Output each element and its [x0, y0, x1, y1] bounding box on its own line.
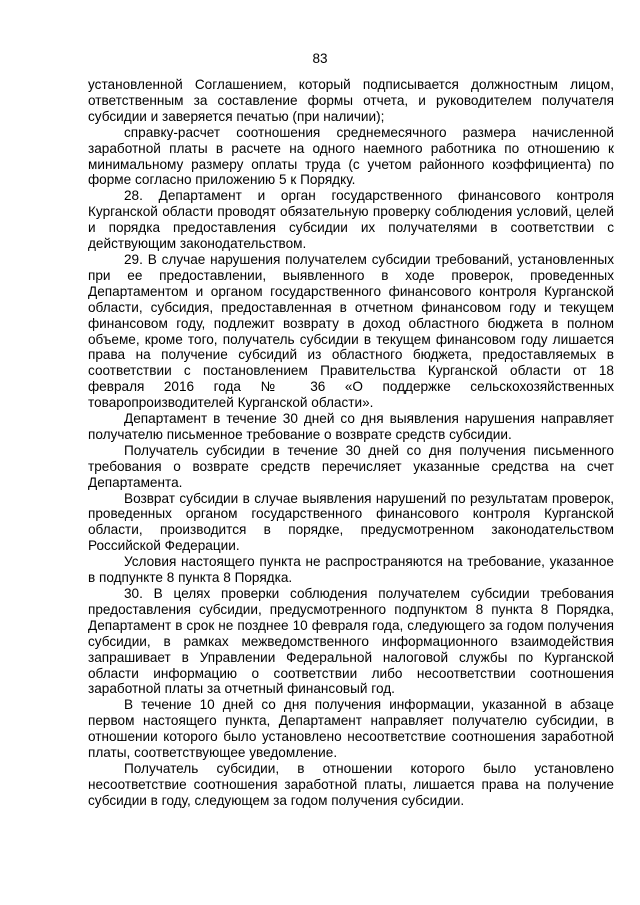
- document-body: [88, 77, 614, 809]
- paragraph: справку-расчет соотношения среднемесячного размера начисленной заработной платы в расчете на одного наемного работника по отношению к минимальному размеру оплаты труда (с учетом районного коэффициента) по форме согласно приложению 5 к Порядку.: [88, 124, 614, 188]
- paragraph: Условия настоящего пункта не распространяются на требование, указанное в подпункте 8 пункта 8 Порядка.: [88, 554, 614, 586]
- paragraph: Получатель субсидии, в отношении которого было установлено несоответствие соотношения заработной платы, лишается права на получение субсидии в году, следующем за годом получения субсидии.: [88, 760, 614, 808]
- paragraph: 29. В случае нарушения получателем субсидии требований, установленных при ее предоставлении, выявленного в ходе проверок, проведенных Департаментом и органом государственного финансового контроля Курганской области, субсидия, предоставленная в отчетном финансовом году и текущем финансовом году, подлежит возврату в доход областного бюджета в полном объеме, кроме того, получатель субсидии в текущем финансовом году лишается права на получение субсидий из областного бюджета, предоставляемых в соответствии с постановлением Правительства Курганской области от 18 февраля 2016 года № 36 «О поддержке сельскохозяйственных товаропроизводителей Курганской области».: [88, 251, 614, 411]
- paragraph: В течение 10 дней со дня получения информации, указанной в абзаце первом настоящего пункта, Департамент направляет получателю субсидии, в отношении которого было установлено несоответствие соотношения заработной платы, соответствующее уведомление.: [88, 697, 614, 761]
- page-number: 83: [312, 51, 328, 66]
- paragraph: установленной Соглашением, который подписывается должностным лицом, ответственным за составление формы отчета, и руководителем получателя субсидии и заверяется печатью (при наличии);: [88, 77, 614, 124]
- paragraph: 28. Департамент и орган государственного финансового контроля Курганской области проводят обязательную проверку соблюдения условий, целей и порядка предоставления субсидии их получателями в соответствии с действующим законодательством.: [88, 188, 614, 252]
- paragraph: Департамент в течение 30 дней со дня выявления нарушения направляет получателю письменное требование о возврате средств субсидии.: [88, 411, 614, 442]
- paragraph: Получатель субсидии в течение 30 дней со дня получения письменного требования о возврате средств перечисляет указанные средства на счет Департамента.: [88, 442, 614, 490]
- paragraph: Возврат субсидии в случае выявления нарушений по результатам проверок, проведенных органом государственного финансового контроля Курганской области, производится в порядке, предусмотренном законодательством Российской Федерации.: [88, 490, 614, 554]
- paragraph: 30. В целях проверки соблюдения получателем субсидии требования предоставления субсидии, предусмотренного подпунктом 8 пункта 8 Порядка, Департамент в срок не позднее 10 февраля года, следующего за годом получения субсидии, в рамках межведомственного информационного взаимодействия запрашивает в Управлении Федеральной налоговой службы по Курганской области информацию о соответствии либо несоответствии соотношения заработной платы за отчетный финансовый год.: [88, 586, 614, 697]
